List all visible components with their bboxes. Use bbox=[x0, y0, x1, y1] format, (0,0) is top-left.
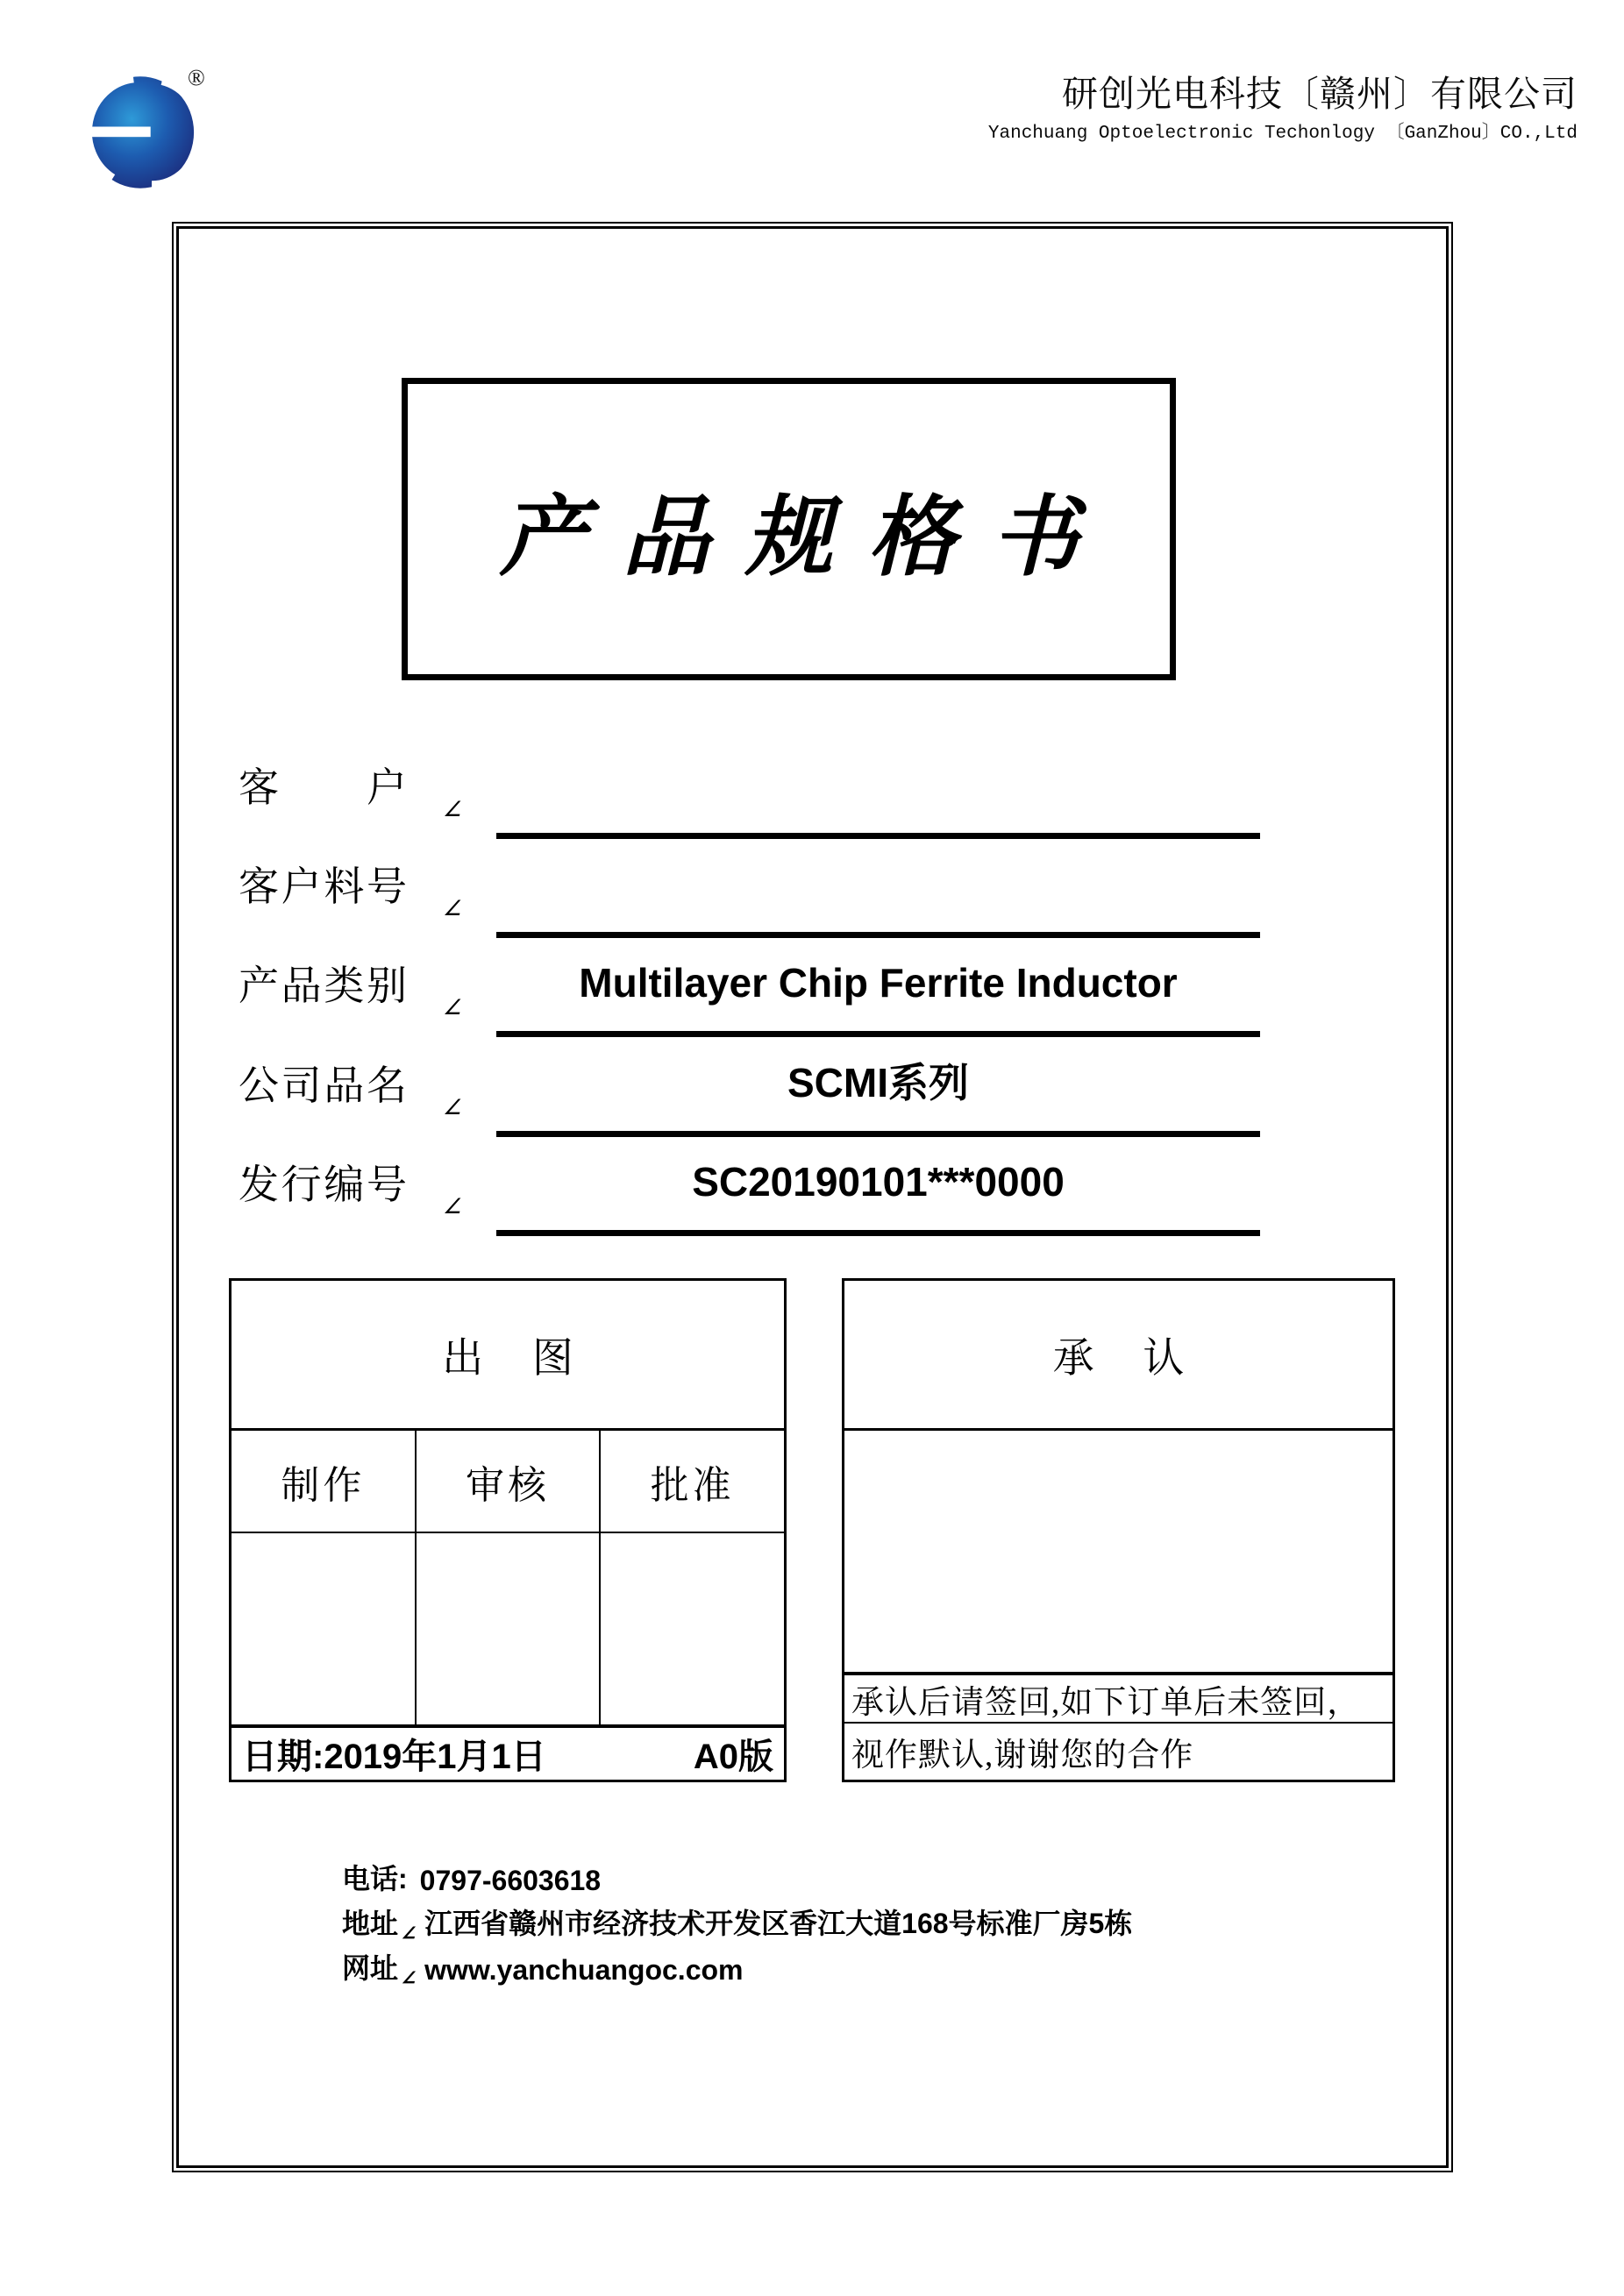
address-value: 江西省赣州市经济技术开发区香江大道168号标准厂房5栋 bbox=[424, 1908, 1133, 1939]
field-value-issue-number: SC20190101***0000 bbox=[692, 1159, 1065, 1205]
page-title: 产品规格书 bbox=[499, 484, 1114, 588]
website-label: 网址 bbox=[342, 1952, 399, 1984]
phone-row bbox=[342, 1859, 601, 1897]
colon-mark: ∠ bbox=[443, 898, 462, 921]
field-label-product-category: 产品类别 bbox=[239, 963, 407, 1008]
company-logo bbox=[83, 75, 197, 190]
title-box bbox=[402, 378, 1176, 680]
colon-mark: ∠ bbox=[443, 1196, 462, 1219]
field-label-company-product-name: 公司品名 bbox=[239, 1063, 407, 1108]
colon-mark: ∠ bbox=[443, 1097, 462, 1120]
reviewer-sign-cell bbox=[417, 1533, 602, 1724]
approval-note-line1: 承认后请签回,如下订单后未签回， bbox=[844, 1675, 1393, 1724]
phone-label: 电话: bbox=[342, 1863, 408, 1894]
approval-table bbox=[842, 1278, 1395, 1782]
approval-sign-area bbox=[844, 1431, 1393, 1675]
field-underline bbox=[496, 1230, 1260, 1236]
approval-table-title: 承 认 bbox=[844, 1281, 1393, 1431]
website-value: www.yanchuangoc.com bbox=[424, 1954, 744, 1986]
globe-logo-icon bbox=[83, 75, 197, 190]
drawing-table-title: 出 图 bbox=[231, 1281, 784, 1431]
colon-mark: ∠ bbox=[402, 1924, 417, 1942]
version-text: A0版 bbox=[693, 1738, 773, 1776]
date-text: 日期:2019年1月1日 bbox=[242, 1738, 546, 1776]
colon-mark: ∠ bbox=[443, 799, 462, 821]
field-underline bbox=[496, 932, 1260, 938]
drawing-table-sign-row bbox=[231, 1533, 784, 1728]
drawing-table bbox=[229, 1278, 787, 1782]
field-value-product-category: Multilayer Chip Ferrite Inductor bbox=[579, 960, 1178, 1006]
colon-mark: ∠ bbox=[443, 997, 462, 1020]
company-name-english: Yanchuang Optoelectronic Techonlogy 〔GanZhou〕CO.,Ltd bbox=[987, 124, 1578, 144]
maker-sign-cell bbox=[231, 1533, 417, 1724]
company-name-chinese: 研创光电科技〔赣州〕有限公司 bbox=[1062, 74, 1578, 114]
column-header-reviewer: 审核 bbox=[417, 1431, 602, 1532]
field-label-customer-part-no: 客户料号 bbox=[239, 864, 407, 909]
registered-trademark-symbol: ® bbox=[188, 65, 205, 90]
field-underline bbox=[496, 833, 1260, 839]
drawing-table-date-row bbox=[231, 1728, 784, 1780]
field-value-company-product-name: SCMI系列 bbox=[787, 1060, 969, 1105]
address-row bbox=[342, 1903, 1132, 1942]
drawing-table-header-row bbox=[231, 1431, 784, 1533]
field-label-issue-number: 发行编号 bbox=[239, 1162, 407, 1207]
phone-value: 0797-6603618 bbox=[419, 1865, 602, 1896]
column-header-maker: 制作 bbox=[231, 1431, 417, 1532]
column-header-approver: 批准 bbox=[650, 1463, 735, 1507]
address-label: 地址 bbox=[342, 1908, 399, 1939]
approver-sign-cell bbox=[601, 1533, 784, 1724]
field-underline bbox=[496, 1131, 1260, 1137]
approval-note-line2: 视作默认,谢谢您的合作 bbox=[851, 1738, 1194, 1774]
website-row bbox=[342, 1948, 743, 1987]
field-label-customer: 客 户 bbox=[239, 764, 407, 810]
colon-mark: ∠ bbox=[402, 1969, 417, 1987]
field-underline bbox=[496, 1031, 1260, 1037]
